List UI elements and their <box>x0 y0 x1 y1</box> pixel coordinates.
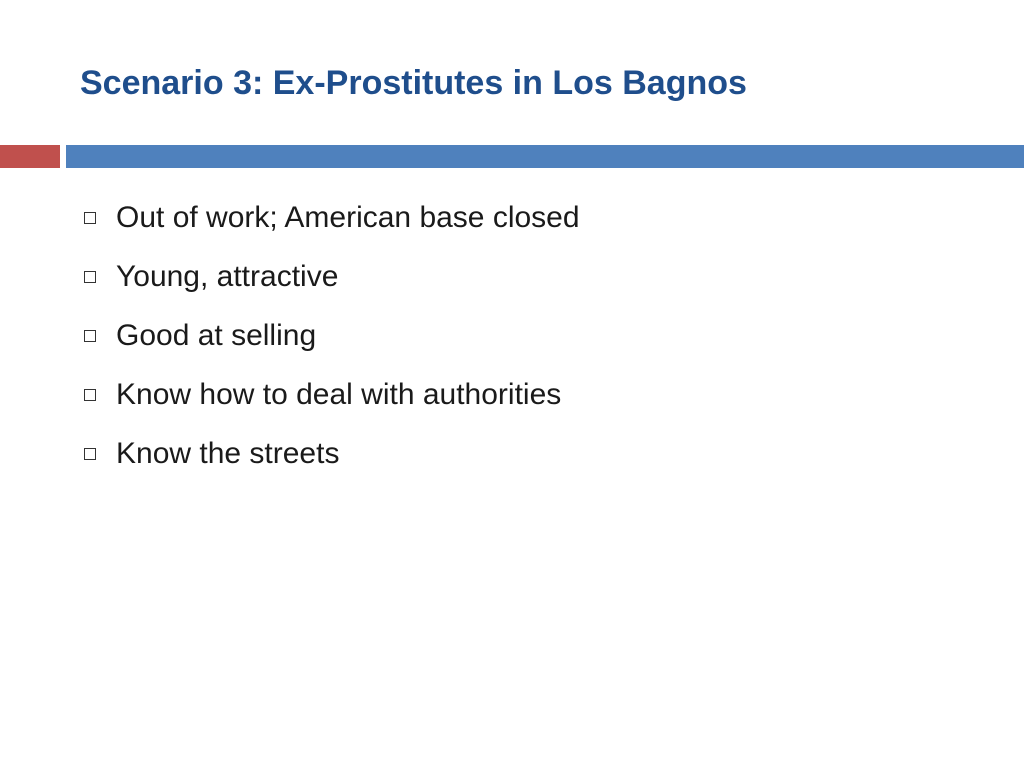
bullet-text: Out of work; American base closed <box>116 200 580 234</box>
list-item <box>78 365 580 424</box>
list-item <box>78 306 580 365</box>
slide-title: Scenario 3: Ex-Prostitutes in Los Bagnos <box>80 64 747 102</box>
accent-bar-blue <box>66 145 1024 168</box>
bullet-list <box>78 188 580 483</box>
bullet-text: Know the streets <box>116 436 340 470</box>
hollow-square-bullet-icon <box>84 271 96 283</box>
hollow-square-bullet-icon <box>84 389 96 401</box>
hollow-square-bullet-icon <box>84 330 96 342</box>
hollow-square-bullet-icon <box>84 212 96 224</box>
bullet-text: Good at selling <box>116 318 317 352</box>
list-item <box>78 188 580 247</box>
hollow-square-bullet-icon <box>84 448 96 460</box>
list-item <box>78 424 580 483</box>
bullet-text: Know how to deal with authorities <box>116 377 562 411</box>
bullet-text: Young, attractive <box>116 259 339 293</box>
list-item <box>78 247 580 306</box>
accent-bar-red <box>0 145 60 168</box>
